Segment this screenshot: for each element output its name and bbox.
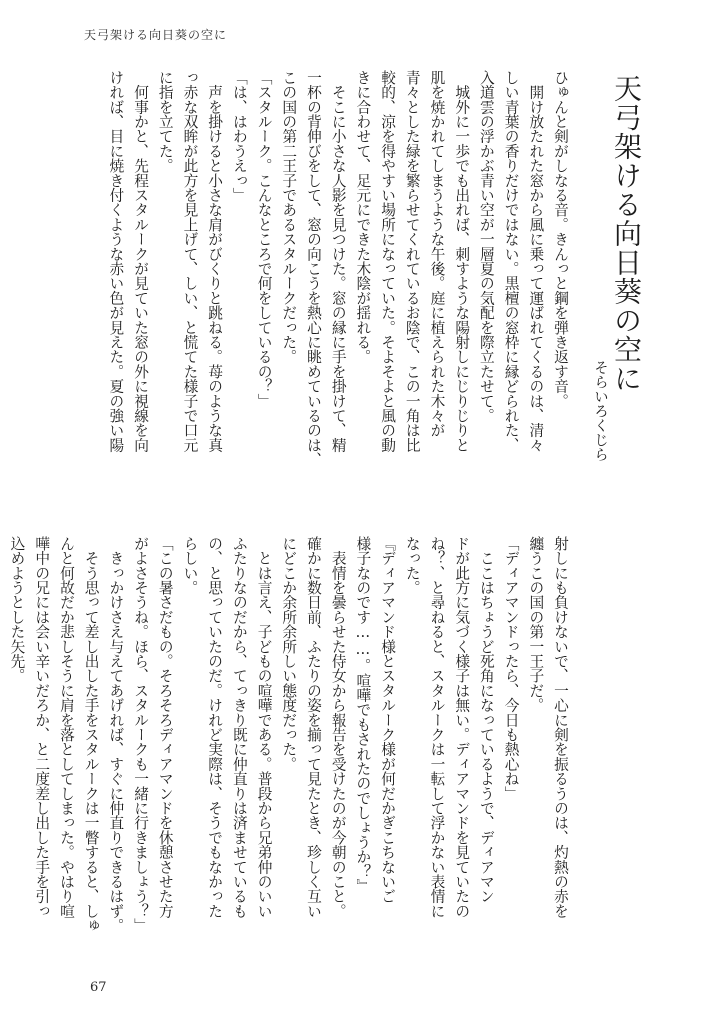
story-title: 天弓架ける向日葵の空に (610, 74, 643, 393)
running-header: 天弓架ける向日葵の空に (84, 28, 228, 42)
author-name: そらいろくじら (592, 360, 608, 462)
page-number: 67 (90, 980, 107, 995)
body-text-bottom: 射しにも負けないで、一心に剣を振るうのは、灼熱の赤を 纏うこの国の第一王子だ。 「ディアマンドったら、今日も熱心ね」 ここはちょうど死角になっているようで、ディアマン ドが此方に気づく様子は無い。ディアマンドを見ていたの ね？、と尋ねると、スタルークは一転して浮かない表情に なった。 『ディアマンド様とスタルーク様が何だかぎこちないご 様子なのです……。喧嘩でもされたのでしょうか？』 表情を曇らせた侍女から報告を受けたのが今朝のこと。 確かに数日前、ふたりの姿を揃って見たとき、珍しく互い にどこか余所余所しい態度だった。 とは言え、子どもの喧嘩である。普段から兄弟仲のいい ふたりなのだから、てっきり既に仲直りは済ませているも の、と思っていたのだ。けれど実際は、そうでもなかった らしい。 「この暑さだもの。そろそろディアマンドを休憩させた方 がよさそうね。ほら、スタルークも一緒に行きましょう？」 きっかけさえ与えてあげれば、すぐに仲直りできるはず。 そう思って差し出した手をスタルークは一瞥すると、しゅ んと何故だか悲しそうに肩を落としてしまった。やはり喧 嘩中の兄には会い辛いだろか、と二度差し出した手を引っ 込めようとした矢先。 (8, 536, 569, 933)
body-text-top: ひゅんと剣がしなる音。きんっと鋼を弾き返す音。 開け放たれた窓から風に乗って運ばれてくるのは、清々 しい青葉の香りだけではない。黒檀の窓枠に縁どられた、 入道雲の浮かぶ青い空が一層夏の気配を際立たせて。 城外に一歩でも出れば、刺すような陽射しにじりじりと 肌を焼かれてしまうような午後。庭に植えられた木々が 青々とした緑を繁らせてくれているお陰で、この一角は比 較的、涼を得やすい場所になっていた。そよそよと風の動 きに合わせて、足元にできた木陰が揺れる。 そこに小さな人影を見つけた。窓の縁に手を掛けて、精 一杯の背伸びをして、窓の向こうを熱心に眺めているのは、 この国の第二王子であるスタルークだった。 「スタルーク。こんなところで何をしているの？」 「は、はわうえっ」 声を掛けると小さな肩がびくりと跳ねる。苺のような真 っ赤な双眸が此方を見上げて、しい、と慌てた様子で口元 に指を立てた。 何事かと、先程スタルークが見ていた窓の外に視線を向 ければ、目に焼き付くような赤い色が見えた。夏の強い陽 (107, 70, 569, 467)
